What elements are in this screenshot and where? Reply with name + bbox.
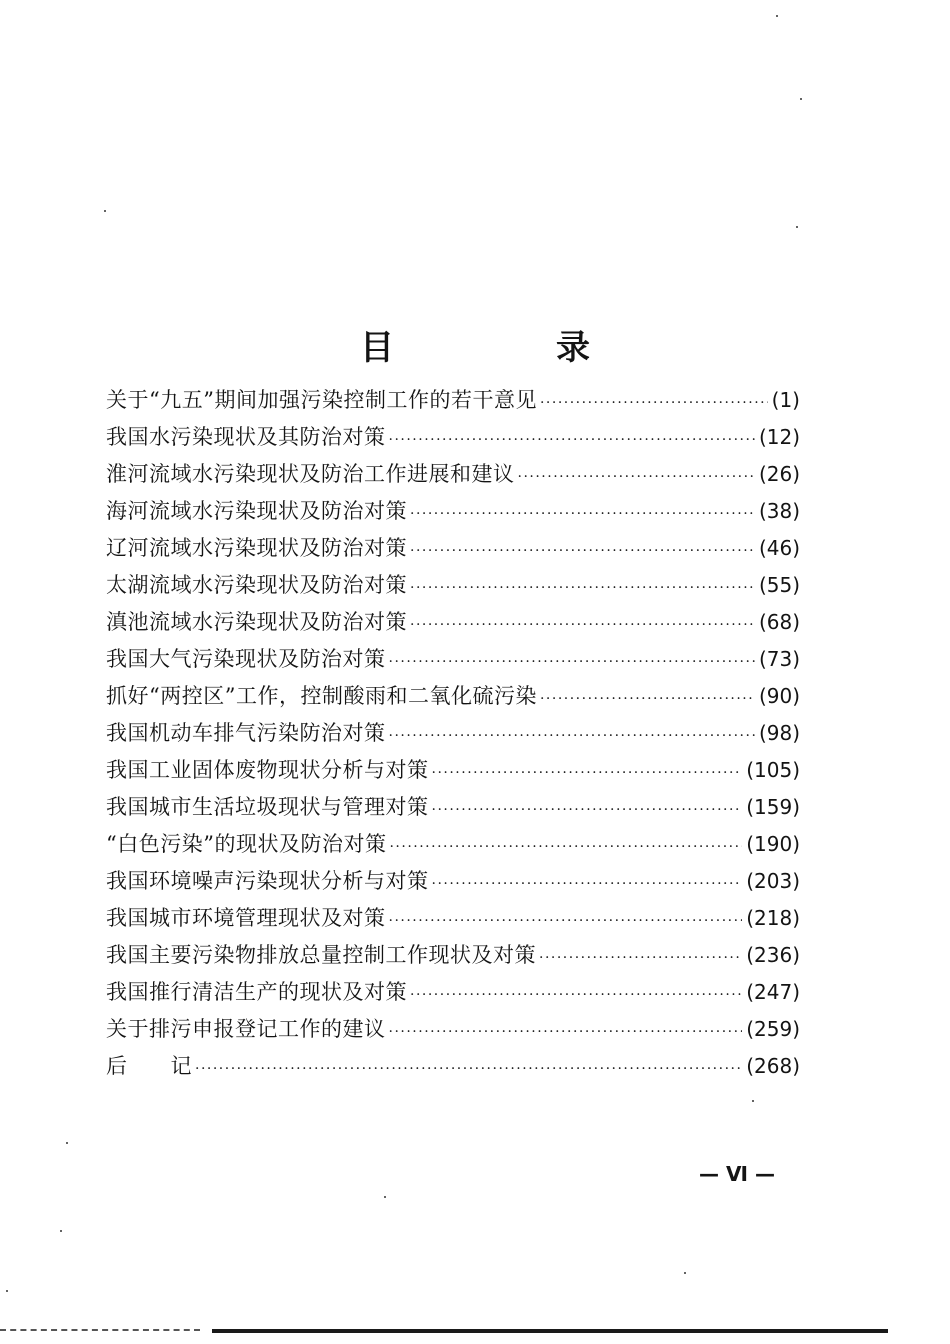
- toc-entry[interactable]: [106, 715, 800, 752]
- toc-dot-leader: [389, 1014, 743, 1051]
- toc-entry-title: 我国环境噪声污染现状分析与对策: [106, 869, 429, 893]
- toc-entry-title: 太湖流域水污染现状及防治对策: [106, 573, 407, 597]
- page-number: — Ⅵ —: [699, 1162, 775, 1186]
- toc-dot-leader: [518, 459, 755, 496]
- toc-entry-title: 我国大气污染现状及防治对策: [106, 647, 386, 671]
- toc-dot-leader: [539, 940, 742, 977]
- footer-rule-faint: [0, 1329, 200, 1331]
- toc-entry[interactable]: [106, 974, 800, 1011]
- toc-entry-page: (159): [746, 795, 800, 819]
- footer-rule: [212, 1329, 888, 1333]
- toc-dot-leader: [410, 496, 755, 533]
- toc-entry-page: (73): [758, 647, 800, 671]
- toc-entry[interactable]: [106, 1011, 800, 1048]
- toc-entry-title: 我国水污染现状及其防治对策: [106, 425, 386, 449]
- toc-dot-leader: [389, 829, 742, 866]
- scan-speck: [104, 210, 106, 212]
- toc-entry-page: (46): [758, 536, 800, 560]
- toc-entry-page: (12): [758, 425, 800, 449]
- toc-dot-leader: [540, 385, 768, 422]
- toc-entry-title: 我国机动车排气污染防治对策: [106, 721, 386, 745]
- toc-dot-leader: [410, 533, 755, 570]
- page-title: 目 录: [360, 327, 654, 368]
- toc-entry-title: 滇池流域水污染现状及防治对策: [106, 610, 407, 634]
- toc-dot-leader: [389, 644, 755, 681]
- toc-entry-title: 抓好“两控区”工作，控制酸雨和二氧化硫污染: [106, 684, 537, 708]
- toc-entry[interactable]: [106, 937, 800, 974]
- toc-entry-title: “白色污染”的现状及防治对策: [106, 832, 387, 856]
- toc-entry[interactable]: [106, 493, 800, 530]
- toc-entry-title: 我国主要污染物排放总量控制工作现状及对策: [106, 943, 536, 967]
- toc-entry-page: (247): [746, 980, 800, 1004]
- toc-dot-leader: [432, 755, 743, 792]
- toc-entry-title: 辽河流域水污染现状及防治对策: [106, 536, 407, 560]
- toc-entry-title: 淮河流域水污染现状及防治工作进展和建议: [106, 462, 515, 486]
- toc-dot-leader: [410, 570, 755, 607]
- toc-entry-page: (90): [758, 684, 800, 708]
- toc-entry-title: 海河流域水污染现状及防治对策: [106, 499, 407, 523]
- toc-entry-title: 后 记: [106, 1054, 192, 1078]
- toc-entry-page: (203): [746, 869, 800, 893]
- toc-entry[interactable]: [106, 826, 800, 863]
- toc-dot-leader: [389, 718, 755, 755]
- toc-entry-page: (68): [758, 610, 800, 634]
- toc-entry-page: (190): [746, 832, 800, 856]
- toc-dot-leader: [432, 792, 743, 829]
- toc-dot-leader: [540, 681, 755, 718]
- toc-entry[interactable]: [106, 789, 800, 826]
- toc-entry[interactable]: [106, 1048, 800, 1085]
- toc-entry-page: (26): [758, 462, 800, 486]
- toc-entry-page: (1): [771, 388, 800, 412]
- toc-entry-title: 关于排污申报登记工作的建议: [106, 1017, 386, 1041]
- toc-entry[interactable]: [106, 604, 800, 641]
- toc-entry-page: (259): [746, 1017, 800, 1041]
- toc-entry-page: (55): [758, 573, 800, 597]
- toc-dot-leader: [389, 903, 743, 940]
- toc-entry[interactable]: [106, 641, 800, 678]
- scan-speck: [384, 1196, 386, 1198]
- scan-speck: [684, 1272, 686, 1274]
- toc-dot-leader: [410, 607, 755, 644]
- toc-entry-title: 我国推行清洁生产的现状及对策: [106, 980, 407, 1004]
- toc-entry-title: 关于“九五”期间加强污染控制工作的若干意见: [106, 388, 537, 412]
- scan-speck: [66, 1142, 68, 1144]
- toc-entry-title: 我国工业固体废物现状分析与对策: [106, 758, 429, 782]
- toc-entry-page: (38): [758, 499, 800, 523]
- toc-dot-leader: [432, 866, 743, 903]
- toc-entry[interactable]: [106, 456, 800, 493]
- scan-speck: [776, 15, 778, 17]
- toc-entry[interactable]: [106, 382, 800, 419]
- toc-entry[interactable]: [106, 863, 800, 900]
- toc-entry-page: (98): [758, 721, 800, 745]
- toc-dot-leader: [195, 1051, 742, 1088]
- toc-entry-page: (268): [746, 1054, 800, 1078]
- toc-entry-title: 我国城市环境管理现状及对策: [106, 906, 386, 930]
- toc-entry-title: 我国城市生活垃圾现状与管理对策: [106, 795, 429, 819]
- toc-entry[interactable]: [106, 419, 800, 456]
- toc-entry[interactable]: [106, 678, 800, 715]
- scan-speck: [6, 1290, 8, 1292]
- scan-speck: [60, 1230, 62, 1232]
- toc-entry[interactable]: [106, 530, 800, 567]
- table-of-contents: [106, 382, 800, 1085]
- scan-speck: [752, 1100, 754, 1102]
- toc-entry-page: (105): [746, 758, 800, 782]
- scan-speck: [800, 98, 802, 100]
- toc-entry-page: (218): [746, 906, 800, 930]
- toc-dot-leader: [389, 422, 755, 459]
- scan-speck: [796, 226, 798, 228]
- toc-entry[interactable]: [106, 567, 800, 604]
- toc-dot-leader: [410, 977, 742, 1014]
- toc-entry[interactable]: [106, 752, 800, 789]
- toc-entry[interactable]: [106, 900, 800, 937]
- toc-entry-page: (236): [746, 943, 800, 967]
